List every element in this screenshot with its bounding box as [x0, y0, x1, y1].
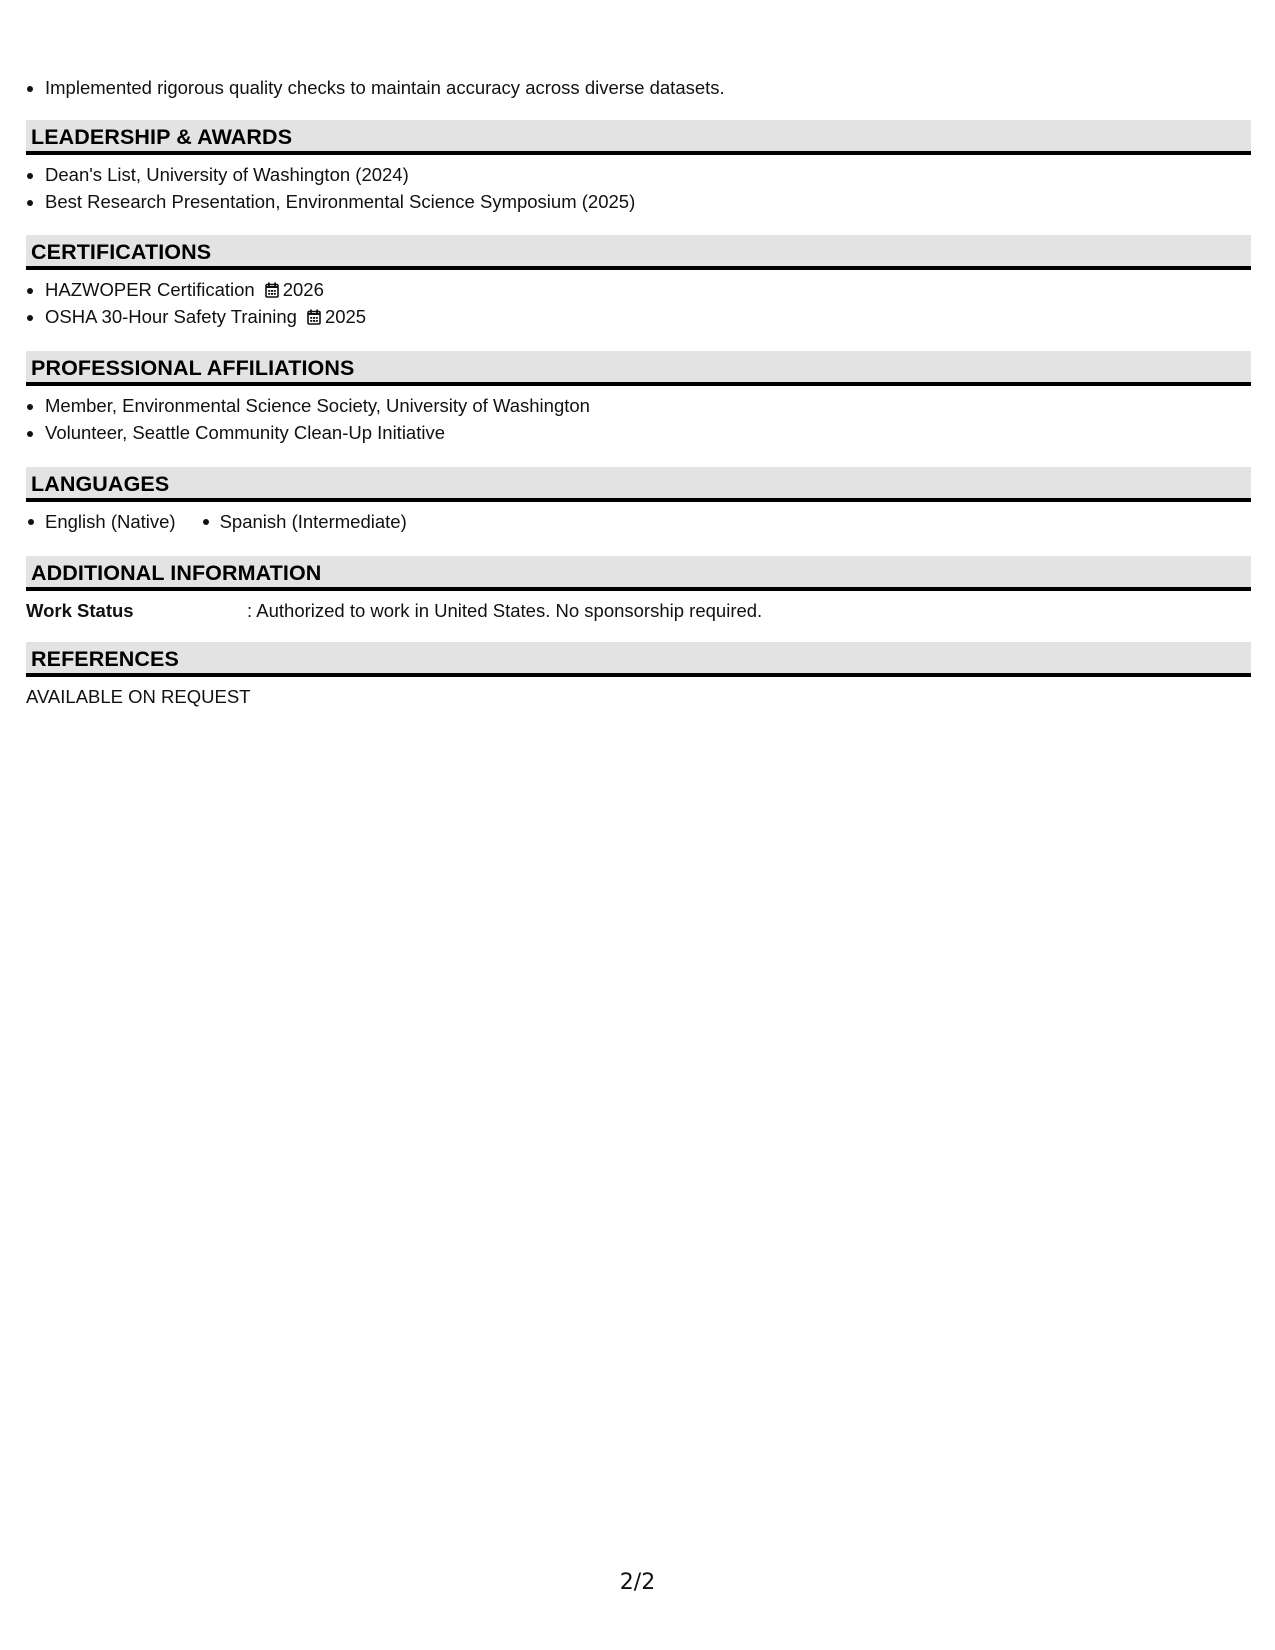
certification-name: OSHA 30-Hour Safety Training: [45, 306, 297, 327]
section-title: CERTIFICATIONS: [26, 235, 1251, 270]
experience-continuation: [26, 74, 1251, 101]
certifications-list: [26, 276, 1251, 330]
awards-list: [26, 161, 1251, 215]
list-item: [45, 276, 1251, 303]
list-item: English (Native): [26, 508, 176, 535]
calendar-icon: [265, 278, 279, 294]
affiliations-list: [26, 392, 1251, 446]
certification-year: 2025: [324, 306, 367, 327]
calendar-icon: [307, 305, 321, 321]
work-status-row: [26, 597, 1251, 624]
work-status-label: Work Status: [26, 600, 134, 621]
list-item: • Best Research Presentation, Environmental Science Symposium (2025): [45, 188, 1251, 215]
section-languages: [26, 467, 1251, 535]
page-number: 2/2: [619, 1570, 656, 1595]
section-title: LANGUAGES: [26, 467, 1251, 502]
section-title: PROFESSIONAL AFFILIATIONS: [26, 351, 1251, 386]
languages-list: [26, 508, 1251, 535]
section-title: REFERENCES: [26, 642, 1251, 677]
certification-name: HAZWOPER Certification: [45, 279, 255, 300]
list-item: Spanish (Intermediate): [201, 508, 407, 535]
list-item: • Member, Environmental Science Society, University of Washington: [45, 392, 1251, 419]
section-title: LEADERSHIP & AWARDS: [26, 120, 1251, 155]
list-item: • Implemented rigorous quality checks to maintain accuracy across diverse datasets.: [45, 74, 1251, 101]
list-item: • Volunteer, Seattle Community Clean-Up Initiative: [45, 419, 1251, 446]
work-status-value: : Authorized to work in United States. No sponsorship required.: [247, 600, 763, 621]
section-certifications: [26, 235, 1251, 330]
section-professional-affiliations: [26, 351, 1251, 446]
certification-year: 2026: [282, 279, 324, 300]
section-leadership-awards: [26, 120, 1251, 215]
references-text: AVAILABLE ON REQUEST: [26, 686, 251, 707]
list-item: [45, 303, 1251, 330]
section-title: ADDITIONAL INFORMATION: [26, 556, 1251, 591]
section-references: [26, 642, 1251, 710]
list-item: • Dean's List, University of Washington (2024): [45, 161, 1251, 188]
section-additional-information: [26, 556, 1251, 624]
bullet-list: [26, 74, 1251, 101]
